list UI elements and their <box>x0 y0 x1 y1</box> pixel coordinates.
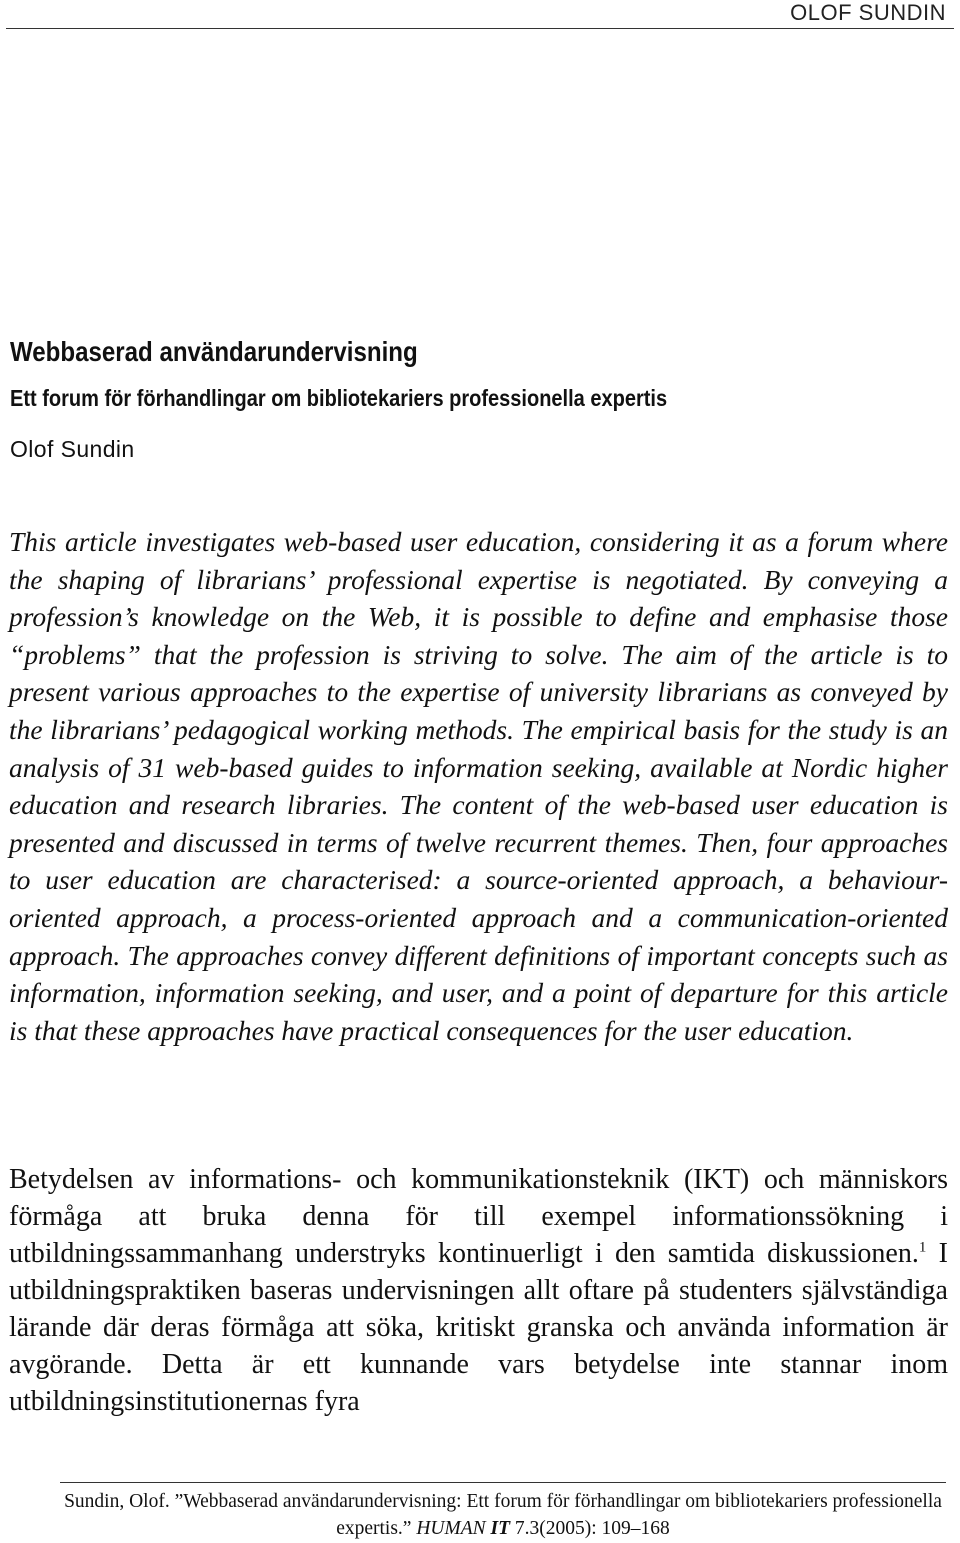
citation-issue: 7.3(2005): 109–168 <box>514 1518 670 1539</box>
body-paragraph <box>9 1161 948 1420</box>
article-subtitle: Ett forum för förhandlingar om bibliotekariers professionella expertis <box>10 385 668 411</box>
abstract: This article investigates web-based user education, considering it as a forum where the shaping of librarians’ professional expertise is negotiated. By conveying a profession’s knowledge on the Web, it is possible to define and emphasise those “problems” that the profession is striving to solve. The aim of the article is to present various approaches to the expertise of university librarians as conveyed by the librarians’ pedagogical working methods. The empirical basis for the study is an analysis of 31 web-based guides to information seeking, available at Nordic higher education and research libraries. The content of the web-based user education is presented and discussed in terms of twelve recurrent themes. Then, four approaches to user education are characterised: a source-oriented approach, a behaviour-oriented approach, a process-oriented approach and a communication-oriented approach. The approaches convey different definitions of important concepts such as information, information seeking, and user, and a point of departure for this article is that these approaches have practical consequences for the user education. <box>9 526 948 1046</box>
citation-footer <box>60 1488 946 1542</box>
journal-name-it: IT <box>490 1518 511 1539</box>
article-title: Webbaserad användarundervisning <box>10 336 418 367</box>
journal-name-human: HUMAN <box>416 1518 486 1539</box>
body-text-part-2: I utbildningspraktiken baseras undervisningen allt oftare på studenters självständiga lärande där deras förmåga att söka, kritiskt granska och använda information är avgörande. Detta är ett kunnande vars betydelse inte stannar inom utbildningsinstitutionernas fyra <box>9 1238 948 1417</box>
footnote-reference[interactable]: 1 <box>918 1239 927 1256</box>
citation-text: Sundin, Olof. ”Webbaserad användarundervisning: Ett forum för förhandlingar om bibliotekariers professionella expertis.” <box>64 1491 942 1539</box>
article-author: Olof Sundin <box>10 436 135 462</box>
footer-rule <box>60 1482 946 1483</box>
body-text-part-1: Betydelsen av informations- och kommunikationsteknik (IKT) och människors förmåga att bruka denna för till exempel informationssökning i utbildningssammanhang understryks kontinuerligt i den samtida diskussionen. <box>9 1164 948 1269</box>
running-head: OLOF SUNDIN <box>790 0 946 25</box>
header-rule <box>6 28 954 29</box>
